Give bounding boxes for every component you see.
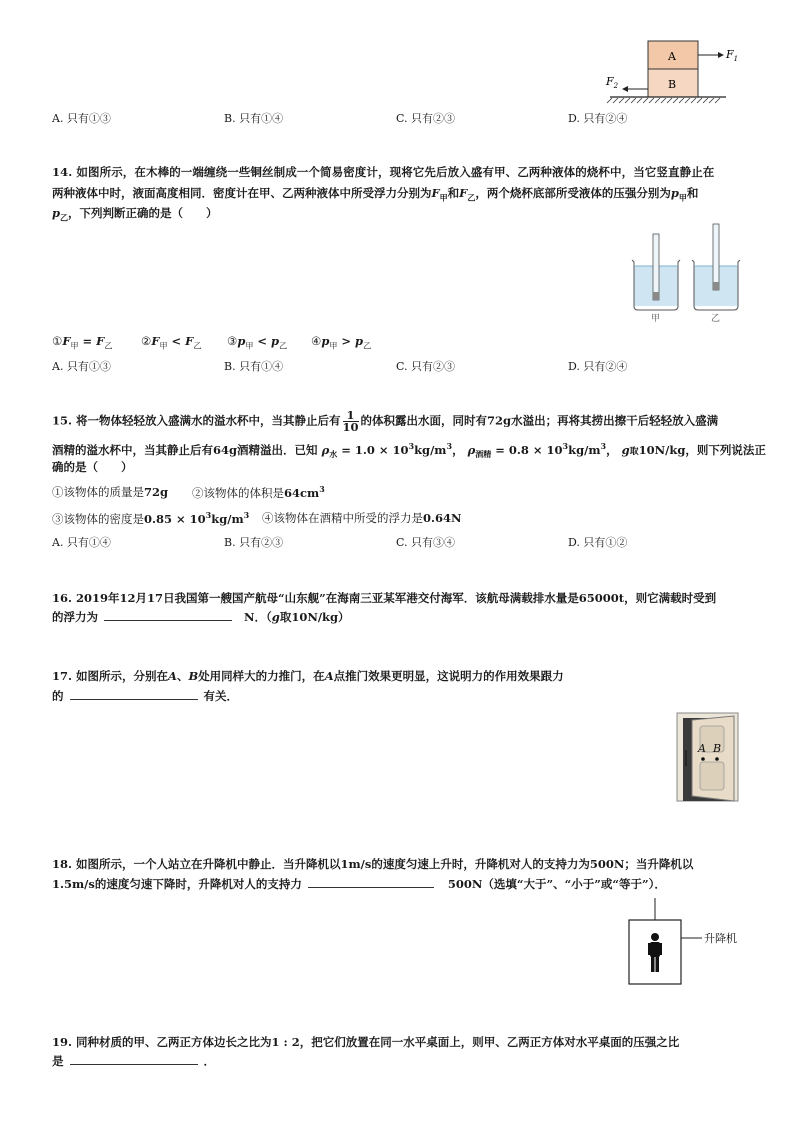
q14-statement-3: $③p_甲 < p_乙$ <box>227 334 288 351</box>
q15-line-2: 酒精的溢水杯中，当其静止后有64g酒精溢出．已知 $\rho_水 = 1.0 \times 10^3kg/m^3$， $\rho_{酒精} = 0.8 \times 10^3kg/m^3$， g取10N/kg，则下列说法正 <box>52 441 766 460</box>
elevator-label: 升降机 <box>704 932 737 945</box>
q18-line-2: 1.5m/s的速度匀速下降时，升降机对人的支持力 500N（选填“大于”、“小于”或“等于”）． <box>52 877 666 891</box>
q16-answer-blank[interactable] <box>104 608 232 621</box>
q15-statement-2: ②该物体的体积是$64cm^3$ <box>192 484 325 500</box>
ground-hatch-line <box>661 98 666 103</box>
densimeter-yi <box>713 224 719 290</box>
door-point-a <box>701 757 705 761</box>
q17-line-2: 的 有关． <box>52 689 238 703</box>
q14-line-2: 两种液体中时，液面高度相同．密度计在甲、乙两种液体中所受浮力分别为$F_甲$和$F_乙$，两个烧杯底部所受液体的压强分别为$p_甲$和 <box>52 186 699 203</box>
ground-hatch-line <box>643 98 648 103</box>
ground-hatch-line <box>619 98 624 103</box>
q15-option-d[interactable]: D. 只有①② <box>568 536 628 549</box>
force-f1-arrowhead <box>718 52 724 58</box>
q13-option-a[interactable]: A. 只有①③ <box>52 112 111 125</box>
ground-hatch-line <box>673 98 678 103</box>
q13-option-b[interactable]: B. 只有①④ <box>224 112 284 125</box>
ground-hatch-line <box>637 98 642 103</box>
q19-line-2: 是 ． <box>52 1054 215 1068</box>
force-f2-arrowhead <box>622 86 628 92</box>
q15-statement-4: ④该物体在酒精中所受的浮力是0.64N <box>262 511 462 525</box>
q13-option-d[interactable]: D. 只有②④ <box>568 112 628 125</box>
q15-option-a[interactable]: A. 只有①④ <box>52 536 111 549</box>
densimeter-jia-weight <box>653 292 659 300</box>
beakers-figure <box>626 222 746 322</box>
q14-line-1: 14. 如图所示，在木棒的一端缠绕一些铜丝制成一个简易密度计，现将它先后放入盛有甲、乙两种液体的烧杯中，当它竖直静止在 <box>52 165 715 179</box>
force-f1-label: $F_1$ <box>726 48 739 63</box>
ground-hatch-line <box>649 98 654 103</box>
fraction-one-tenth: $\frac{1}{10}$ <box>342 408 359 434</box>
q15-option-c[interactable]: C. 只有③④ <box>396 536 456 549</box>
block-b-label: B <box>668 78 677 91</box>
q14-statement-2: $②F_甲 < F_乙$ <box>141 334 202 351</box>
q17-answer-blank[interactable] <box>70 687 198 700</box>
q19-line-1: 19. 同种材质的甲、乙两正方体边长之比为1 : 2，把它们放置在同一水平桌面上，则甲、乙两正方体对水平桌面的压强之比 <box>52 1035 680 1049</box>
ground-hatch-line <box>655 98 660 103</box>
q14-option-a[interactable]: A. 只有①③ <box>52 360 111 373</box>
force-blocks-figure <box>600 36 760 108</box>
q13-option-c[interactable]: C. 只有②③ <box>396 112 456 125</box>
ground-hatch-line <box>631 98 636 103</box>
beaker-label-jia: 甲 <box>651 314 661 324</box>
ground-hatch-line <box>715 98 720 103</box>
q14-option-b[interactable]: B. 只有①④ <box>224 360 284 373</box>
q15-statement-1: ①该物体的质量是72g <box>52 485 169 499</box>
q16-line-1: 16. 2019年12月17日我国第一艘国产航母“山东舰”在海南三亚某军港交付海军．该航母满载排水量是65000t，则它满载时受到 <box>52 591 717 605</box>
densimeter-yi-weight <box>713 282 719 290</box>
door-panel-bottom <box>700 762 724 790</box>
beaker-label-yi: 乙 <box>711 314 721 324</box>
q17-line-1: 17. 如图所示，分别在A、B处用同样大的力推门，在A点推门效果更明显，这说明力的作用效果跟力 <box>52 669 564 683</box>
ground-hatch-line <box>607 98 612 103</box>
ground-hatch-line <box>703 98 708 103</box>
force-f2-label: $F_2$ <box>606 75 619 90</box>
ground-hatch-line <box>691 98 696 103</box>
ground-hatch-line <box>667 98 672 103</box>
q14-line-3: $p_乙$，下列判断正确的是（ ） <box>52 206 218 223</box>
door-figure <box>676 712 740 802</box>
door-point-a-label: A <box>698 742 706 755</box>
elevator-figure <box>628 898 758 988</box>
q15-statement-3: ③该物体的密度是$0.85 \times 10^3kg/m^3$ <box>52 510 250 526</box>
ground-hatch-line <box>685 98 690 103</box>
q15-line-3: 确的是（ ） <box>52 460 133 474</box>
q16-line-2: 的浮力为 N．（g取10N/kg） <box>52 610 350 624</box>
ground-hatch-line <box>679 98 684 103</box>
q15-option-b[interactable]: B. 只有②③ <box>224 536 284 549</box>
q19-answer-blank[interactable] <box>70 1052 198 1065</box>
q18-line-1: 18. 如图所示，一个人站立在升降机中静止．当升降机以1m/s的速度匀速上升时，升降机对人的支持力为500N；当升降机以 <box>52 857 694 871</box>
q14-statement-4: $④p_甲 > p_乙$ <box>311 334 372 351</box>
q14-statement-1: $①F_甲 = F_乙$ <box>52 334 113 351</box>
door-point-b-label: B <box>713 742 722 755</box>
q15-line-1: 15. 将一物体轻轻放入盛满水的溢水杯中，当其静止后有 $\frac{1}{10}$ 的体积露出水面，同时有72g水溢出；再将其捞出擦干后轻轻放入盛满 <box>52 408 719 434</box>
q14-option-d[interactable]: D. 只有②④ <box>568 360 628 373</box>
ground-hatching <box>607 98 720 103</box>
ground-hatch-line <box>625 98 630 103</box>
q18-answer-blank[interactable] <box>308 875 434 888</box>
ground-hatch-line <box>709 98 714 103</box>
ground-hatch-line <box>697 98 702 103</box>
densimeter-jia <box>653 234 659 300</box>
ground-hatch-line <box>613 98 618 103</box>
door-point-b <box>715 757 719 761</box>
q14-option-c[interactable]: C. 只有②③ <box>396 360 456 373</box>
block-a-label: A <box>668 50 676 63</box>
